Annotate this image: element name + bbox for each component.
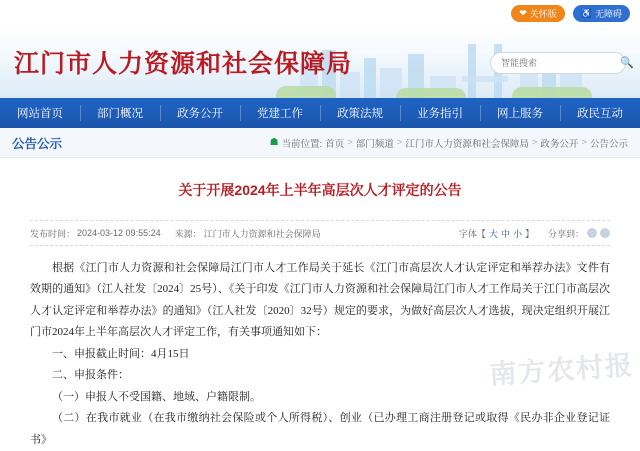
elderly-mode-button[interactable] [511,5,565,22]
breadcrumb-item-announcements[interactable]: 公告公示 [589,138,628,150]
elderly-mode-label: 关怀版 [529,8,557,19]
decor-tower-left [468,44,476,98]
article-paragraph-4: （一）申报人不受国籍、地域、户籍限制。 [52,390,261,403]
article-paragraph-1: 根据《江门市人力资源和社会保障局江门市人才工作局关于延长《江门市高层次人才认定评定和举荐办法》文件有效期的通知》（江人社发〔2024〕25号）、《关于印发《江门市人力资源和社会保障局江门市人才工作局关于江门市高层次人才认定评定和举荐办法》的通知》（江人社发〔2020〕32号）规定的要求，为做好高层次人才选拔，现决定组织开展江门市2024年上半年高层次人才评定工作，有关事项通知如下： [30,262,610,339]
decor-greenery-right [512,87,592,98]
watermark: 南方农村报 [488,349,636,391]
publish-time-value: 2024-03-12 09:55:24 [77,228,161,238]
share-label: 分享到： [547,228,584,239]
breadcrumb-prefix: 当前位置: [281,138,323,150]
decor-greenery-mid [396,88,466,98]
article-paragraph-2: 一、申报截止时间：4月15日 [52,347,190,360]
font-size-large[interactable]: 大 [488,228,498,239]
search-input[interactable] [499,57,620,69]
breadcrumb [270,136,628,150]
decor-bridge-deck [462,76,508,82]
nav-item-business-guide[interactable]: 业务指引 [400,98,480,128]
top-utility-bar [0,0,640,26]
nav-item-government-affairs[interactable]: 政务公开 [160,98,240,128]
breadcrumb-item-government-affairs[interactable]: 政务公开 [540,138,579,150]
font-size-label: 字体【 [458,228,486,239]
section-title: 公告公示 [12,136,63,151]
font-size-label-end: 】 [524,228,534,239]
breadcrumb-separator-3: > [531,137,538,148]
font-size-small[interactable]: 小 [512,228,522,239]
heart-icon: ❤ [519,7,527,18]
source-value: 江门市人力资源和社会保障局 [203,228,321,239]
site-header [0,26,640,98]
nav-item-home[interactable]: 网站首页 [17,108,63,120]
breadcrumb-separator-4: > [581,137,587,148]
breadcrumb-separator-1: > [347,137,353,148]
nav-item-public-interaction[interactable]: 政民互动 [560,98,640,128]
source-label: 来源： [174,228,202,239]
breadcrumb-bar [0,128,640,158]
publish-time-label: 发布时间： [30,228,76,239]
article-paragraph-3: 二、申报条件： [52,369,129,382]
nav-item-online-services[interactable]: 网上服务 [480,98,560,128]
decor-greenery-left [276,86,336,98]
nav-item-department-overview[interactable]: 部门概况 [80,98,160,128]
search-box[interactable] [490,52,634,74]
page-title: 关于开展2024年上半年高层次人才评定的公告 [178,182,462,198]
nav-item-party-building[interactable]: 党建工作 [240,98,320,128]
nav-item-policies-regulations[interactable]: 政策法规 [320,98,400,128]
article-meta-bar [30,220,610,246]
accessibility-button[interactable] [573,5,630,22]
decor-building-4 [364,58,376,98]
accessibility-label: 无障碍 [594,8,622,19]
main-navigation [0,98,640,128]
font-size-control [459,227,534,240]
site-title: 江门市人力资源和社会保障局 [14,51,353,78]
breadcrumb-separator-2: > [396,137,403,148]
article-body [30,258,610,451]
accessibility-icon: ♿ [580,7,592,18]
search-icon[interactable]: 🔍 [620,56,634,69]
share-icon-1[interactable] [587,228,597,238]
breadcrumb-item-department-channel[interactable]: 部门频道 [355,138,394,150]
breadcrumb-item-bureau[interactable]: 江门市人力资源和社会保障局 [405,138,529,150]
article-container [0,180,640,451]
share-control [548,227,610,240]
font-size-medium[interactable]: 中 [500,228,510,239]
breadcrumb-item-home[interactable]: 首页 [325,138,345,150]
article-paragraph-5: （二）在我市就业（在我市缴纳社会保险或个人所得税）、创业（已办理工商注册登记或取得《民办非企业登记证书》 [30,412,610,446]
home-icon: ☗ [269,137,279,148]
share-icon-2[interactable] [600,228,610,238]
